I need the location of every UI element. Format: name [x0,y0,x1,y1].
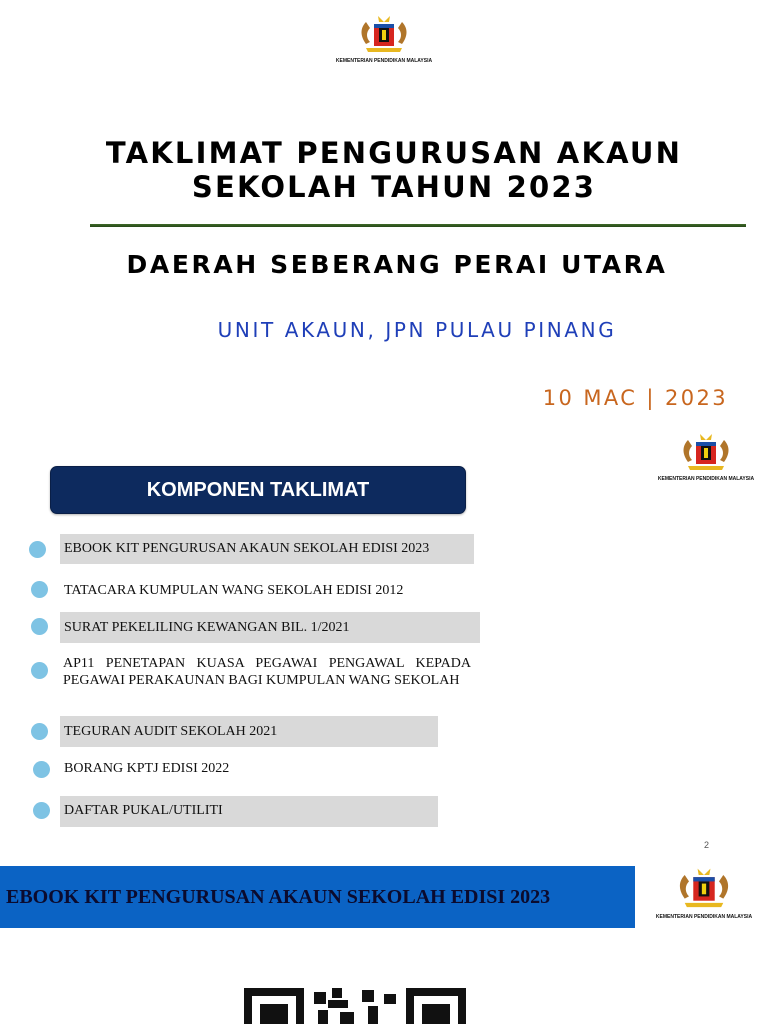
malaysia-crest-icon [678,432,734,476]
list-item: SURAT PEKELILING KEWANGAN BIL. 1/2021 [64,620,350,635]
title-line-1: TAKLIMAT PENGURUSAN AKAUN [105,136,683,170]
list-item: TEGURAN AUDIT SEKOLAH 2021 [64,724,278,739]
list-item: TATACARA KUMPULAN WANG SEKOLAH EDISI 2012 [64,583,404,598]
logo-caption: KEMENTERIAN PENDIDIKAN MALAYSIA [335,58,433,64]
bullet-icon [31,723,48,740]
bullet-icon [33,802,50,819]
district-heading: DAERAH SEBERANG PERAI UTARA [126,250,668,279]
kpm-logo-banner [640,866,768,920]
page-number: 2 [704,840,710,850]
logo-caption: KEMENTERIAN PENDIDIKAN MALAYSIA [655,914,753,920]
bullet-icon [29,541,46,558]
list-item: AP11 PENETAPAN KUASA PEGAWAI PENGAWAL KEPADA PEGAWAI PERAKAUNAN BAGI KUMPULAN WANG SEKOLAH [63,656,471,688]
section-banner: EBOOK KIT PENGURUSAN AKAUN SEKOLAH EDISI 2023 [0,866,635,928]
komponen-heading: KOMPONEN TAKLIMAT [50,466,466,514]
list-item: BORANG KPTJ EDISI 2022 [64,761,230,776]
unit-subheading: UNIT AKAUN, JPN PULAU PINANG [217,318,617,342]
kpm-logo-secondary [644,432,768,482]
kpm-logo [322,14,446,64]
bullet-icon [33,761,50,778]
qr-code-icon [244,986,466,1024]
bullet-icon [31,618,48,635]
list-item: EBOOK KIT PENGURUSAN AKAUN SEKOLAH EDISI 2023 [64,541,430,556]
title-divider [90,224,746,227]
date-label: 10 MAC | 2023 [542,386,728,410]
bullet-icon [31,662,48,679]
malaysia-crest-icon [674,866,734,914]
bullet-icon [31,581,48,598]
logo-caption: KEMENTERIAN PENDIDIKAN MALAYSIA [657,476,755,482]
page-title [0,136,768,204]
title-line-2: SEKOLAH TAHUN 2023 [191,170,597,204]
list-item: DAFTAR PUKAL/UTILITI [64,803,223,818]
malaysia-crest-icon [356,14,412,58]
